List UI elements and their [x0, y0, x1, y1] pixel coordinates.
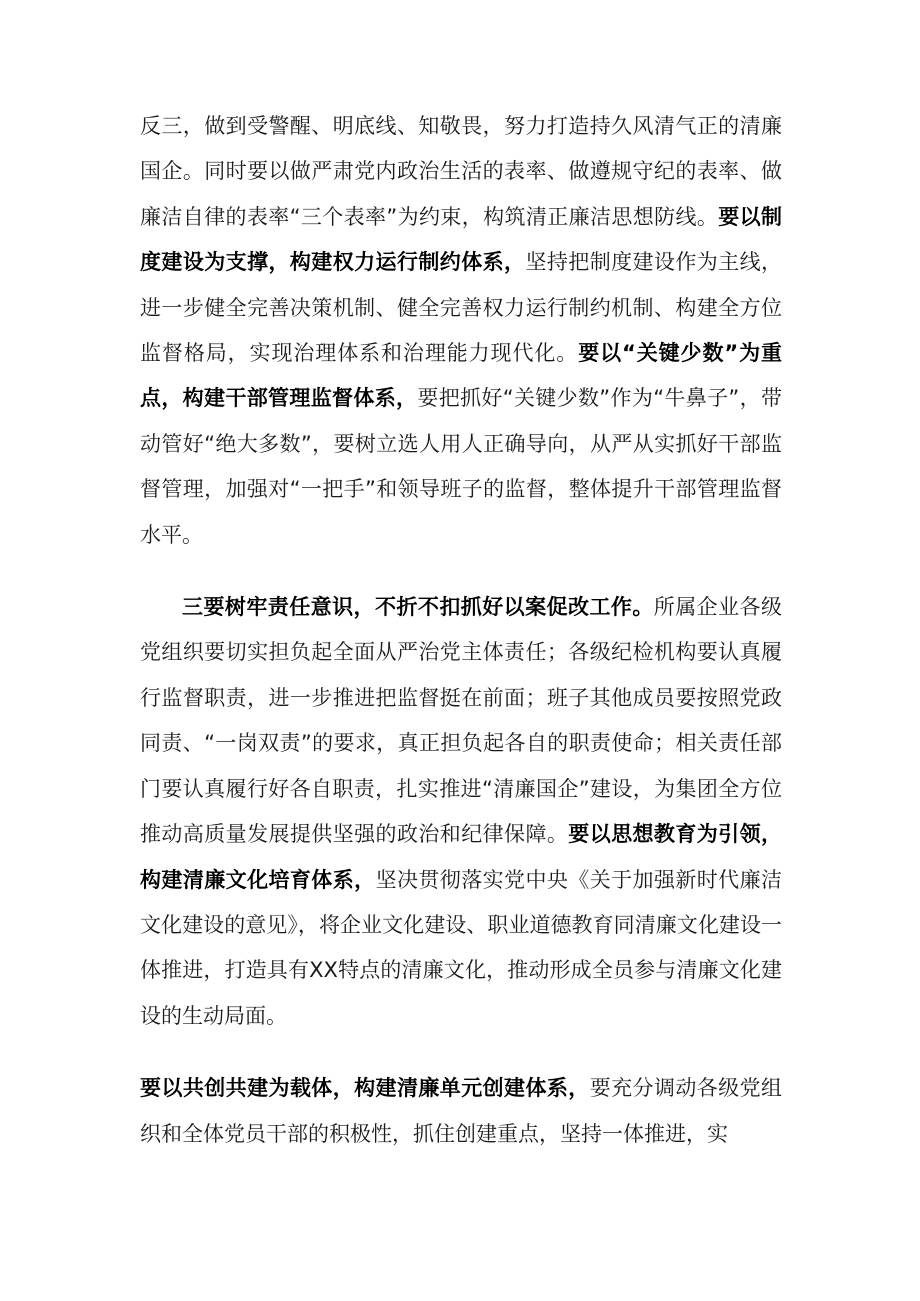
bold-heading-responsibility: 三要树牢责任意识，不折不扣抓好以案促改工作。	[182, 595, 654, 620]
paragraph-gap	[140, 558, 782, 585]
text-segment: 所属企业各级党组织要切实担负起全面从严治党主体责任；各级纪检机构要认真履行监督职责，进一步推进把监督挺在前面；班子其他成员要按照党政同责、“一岗双责”的要求，真正担负起各自的职责使命；相关责任部门要认真履行好各自职责，扎实推进“清廉国企”建设，为集团全方位推动高质量发展提供坚强的政治和纪律保障。	[140, 595, 783, 847]
document-page	[140, 104, 782, 1157]
bold-heading-institution: 要以制度建设为支撑，构建权力运行制约体系，	[140, 204, 782, 275]
bold-heading-education: 要以思想教育为引领，构建清廉文化培育体系，	[140, 822, 783, 892]
text-segment: 反三，做到受警醒、明底线、知敬畏，努力打造持久风清气正的清廉国企。同时要以做严肃党内政治生活的表率、做遵规守纪的表率、做廉洁自律的表率“三个表率”为约束，构筑清正廉洁思想防线。	[140, 114, 782, 229]
text-segment: 坚持把制度建设作为主线，进一步健全完善决策机制、健全完善权力运行制约机制、构建全方位监督格局，实现治理体系和治理能力现代化。	[140, 250, 783, 366]
paragraph-2	[140, 585, 782, 1039]
text-segment: 要把抓好“关键少数”作为“牛鼻子”，带动管好“绝大多数”，要树立选人用人正确导向，从严从实抓好干部监督管理，加强对“一把手”和领导班子的监督，整体提升干部管理监督水平。	[140, 386, 782, 547]
paragraph-gap	[140, 1039, 782, 1066]
bold-heading-co-building: 要以共创共建为载体，构建清廉单元创建体系，	[140, 1076, 590, 1101]
text-segment: 要充分调动各级党组织和全体党员干部的积极性，抓住创建重点，坚持一体推进，实	[140, 1076, 783, 1146]
paragraph-3	[140, 1066, 782, 1157]
bold-heading-key-minority: 要以“关键少数”为重点，构建干部管理监督体系，	[140, 341, 782, 411]
paragraph-1	[140, 104, 782, 558]
text-segment: 坚决贯彻落实党中央《关于加强新时代廉洁文化建设的意见》，将企业文化建设、职业道德教育同清廉文化建设一体推进，打造具有XX特点的清廉文化，推动形成全员参与清廉文化建设的生动局面。	[140, 867, 783, 1028]
